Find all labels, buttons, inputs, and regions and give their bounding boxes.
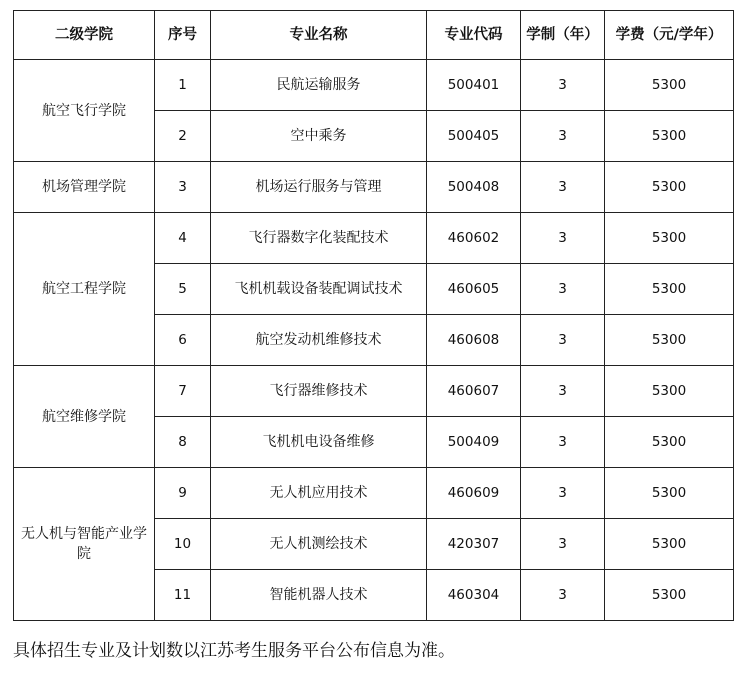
years-cell: 3 — [521, 162, 605, 213]
code-cell: 500405 — [427, 111, 521, 162]
code-cell: 460609 — [427, 468, 521, 519]
code-cell: 460608 — [427, 315, 521, 366]
major-cell: 航空发动机维修技术 — [211, 315, 427, 366]
header-row — [14, 11, 734, 60]
seq-cell: 11 — [155, 570, 211, 621]
years-cell: 3 — [521, 111, 605, 162]
header-seq: 序号 — [155, 11, 211, 60]
major-cell: 飞行器数字化装配技术 — [211, 213, 427, 264]
fee-cell: 5300 — [605, 315, 734, 366]
code-cell: 500408 — [427, 162, 521, 213]
seq-cell: 5 — [155, 264, 211, 315]
header-college: 二级学院 — [14, 11, 155, 60]
table-row — [14, 162, 734, 213]
code-cell: 500401 — [427, 60, 521, 111]
college-cell: 机场管理学院 — [14, 162, 155, 213]
fee-cell: 5300 — [605, 111, 734, 162]
seq-cell: 1 — [155, 60, 211, 111]
seq-cell: 10 — [155, 519, 211, 570]
fee-cell: 5300 — [605, 570, 734, 621]
years-cell: 3 — [521, 315, 605, 366]
fee-cell: 5300 — [605, 366, 734, 417]
table-row — [14, 468, 734, 519]
code-cell: 460602 — [427, 213, 521, 264]
fee-cell: 5300 — [605, 417, 734, 468]
seq-cell: 6 — [155, 315, 211, 366]
table-row — [14, 366, 734, 417]
fee-cell: 5300 — [605, 468, 734, 519]
major-cell: 无人机应用技术 — [211, 468, 427, 519]
code-cell: 460605 — [427, 264, 521, 315]
seq-cell: 9 — [155, 468, 211, 519]
major-cell: 空中乘务 — [211, 111, 427, 162]
years-cell: 3 — [521, 366, 605, 417]
college-cell: 航空维修学院 — [14, 366, 155, 468]
fee-cell: 5300 — [605, 264, 734, 315]
major-cell: 无人机测绘技术 — [211, 519, 427, 570]
college-cell: 无人机与智能产业学院 — [14, 468, 155, 621]
seq-cell: 7 — [155, 366, 211, 417]
seq-cell: 3 — [155, 162, 211, 213]
footnote: 具体招生专业及计划数以江苏考生服务平台公布信息为准。 — [13, 641, 455, 661]
major-cell: 民航运输服务 — [211, 60, 427, 111]
header-major: 专业名称 — [211, 11, 427, 60]
years-cell: 3 — [521, 417, 605, 468]
header-code: 专业代码 — [427, 11, 521, 60]
header-years: 学制（年） — [521, 11, 605, 60]
years-cell: 3 — [521, 264, 605, 315]
majors-table — [13, 10, 734, 621]
table-row — [14, 213, 734, 264]
years-cell: 3 — [521, 519, 605, 570]
major-cell: 飞行器维修技术 — [211, 366, 427, 417]
table-row — [14, 60, 734, 111]
major-cell: 飞机机电设备维修 — [211, 417, 427, 468]
years-cell: 3 — [521, 60, 605, 111]
fee-cell: 5300 — [605, 60, 734, 111]
years-cell: 3 — [521, 468, 605, 519]
college-cell: 航空工程学院 — [14, 213, 155, 366]
years-cell: 3 — [521, 570, 605, 621]
header-fee: 学费（元/学年） — [605, 11, 734, 60]
code-cell: 460607 — [427, 366, 521, 417]
fee-cell: 5300 — [605, 519, 734, 570]
seq-cell: 8 — [155, 417, 211, 468]
fee-cell: 5300 — [605, 213, 734, 264]
seq-cell: 4 — [155, 213, 211, 264]
years-cell: 3 — [521, 213, 605, 264]
major-cell: 智能机器人技术 — [211, 570, 427, 621]
code-cell: 460304 — [427, 570, 521, 621]
code-cell: 500409 — [427, 417, 521, 468]
major-cell: 机场运行服务与管理 — [211, 162, 427, 213]
fee-cell: 5300 — [605, 162, 734, 213]
seq-cell: 2 — [155, 111, 211, 162]
code-cell: 420307 — [427, 519, 521, 570]
college-cell: 航空飞行学院 — [14, 60, 155, 162]
major-cell: 飞机机载设备装配调试技术 — [211, 264, 427, 315]
